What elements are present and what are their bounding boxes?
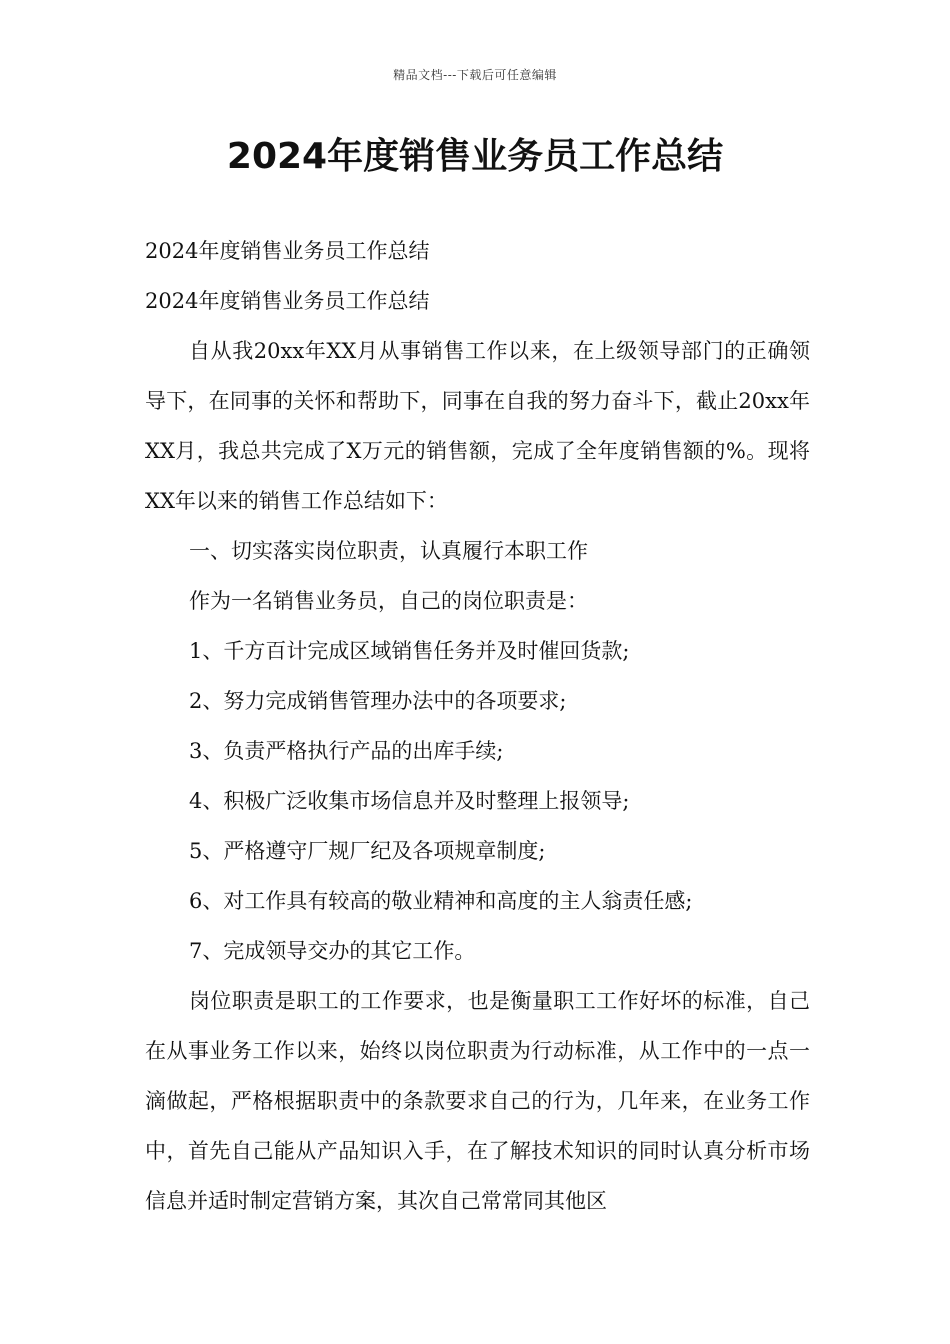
list-item: 6、对工作具有较高的敬业精神和高度的主人翁责任感;: [189, 889, 693, 913]
body-paragraph: 岗位职责是职工的工作要求，也是衡量职工工作好坏的标准，自己在从事业务工作以来，始终以岗位职责为行动标准，从工作中的一点一滴做起，严格根据职责中的条款要求自己的行为，几年来，在业务工作中，首先自己能从产品知识入手，在了解技术知识的同时认真分析市场信息并适时制定营销方案，其次自己常常同其他区: [145, 989, 810, 1213]
list-item: 3、负责严格执行产品的出库手续;: [189, 739, 504, 763]
document-title: 2024年度销售业务员工作总结: [226, 136, 724, 177]
list-item: 2、努力完成销售管理办法中的各项要求;: [189, 689, 567, 713]
body-paragraph: 作为一名销售业务员，自己的岗位职责是：: [189, 589, 588, 613]
list-item: 7、完成领导交办的其它工作。: [189, 939, 476, 963]
section-heading: 一、切实落实岗位职责，认真履行本职工作: [189, 539, 588, 563]
list-item: 1、千方百计完成区域销售任务并及时催回货款;: [189, 639, 630, 663]
subtitle-line: 2024年度销售业务员工作总结: [145, 239, 430, 263]
header-note: 精品文档---下载后可任意编辑: [393, 68, 557, 82]
list-item: 5、严格遵守厂规厂纪及各项规章制度;: [189, 839, 546, 863]
intro-paragraph: 自从我20xx年XX月从事销售工作以来，在上级领导部门的正确领导下，在同事的关怀和帮助下，同事在自我的努力奋斗下，截止20xx年XX月，我总共完成了X万元的销售额，完成了全年度销售额的%。现将XX年以来的销售工作总结如下：: [145, 339, 810, 513]
list-item: 4、积极广泛收集市场信息并及时整理上报领导;: [189, 789, 630, 813]
subtitle-line: 2024年度销售业务员工作总结: [145, 289, 430, 313]
document-body: [145, 226, 810, 1226]
